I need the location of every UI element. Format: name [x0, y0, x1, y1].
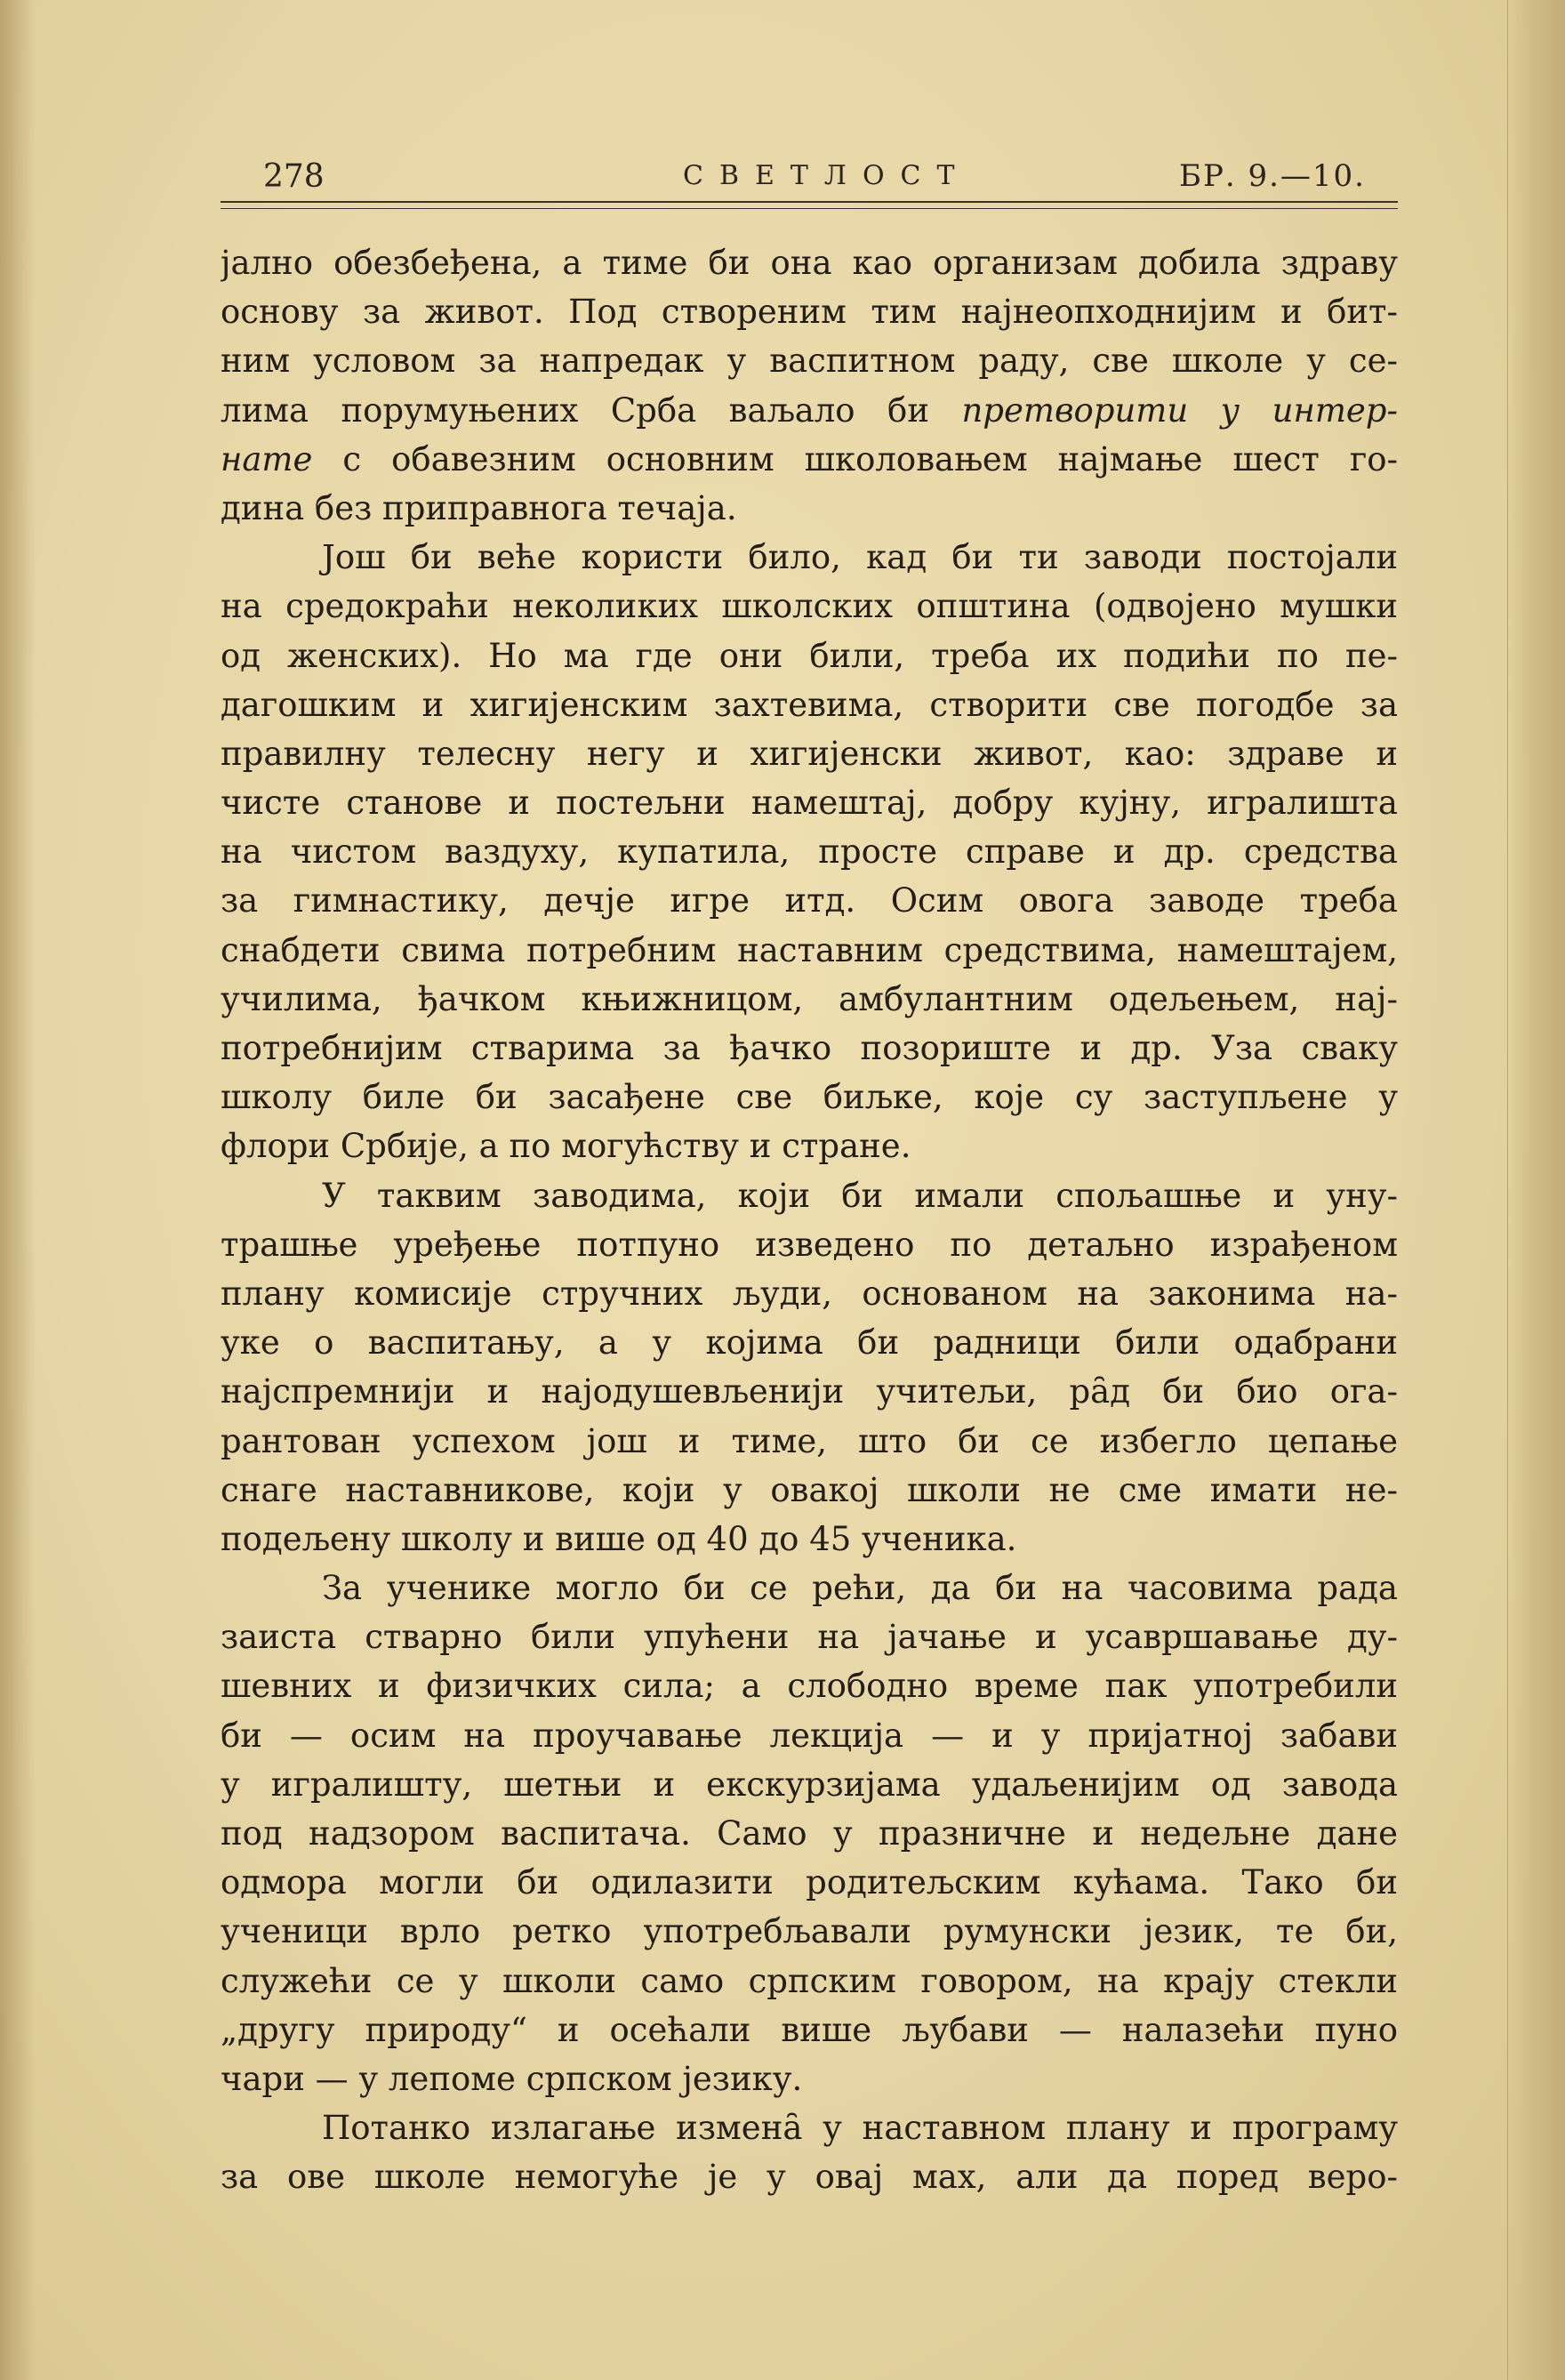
text-line: плану комисије стручних људи, основаном на законима на-: [221, 1274, 1398, 1313]
header-rule-thick: [221, 201, 1398, 203]
text-line: [221, 386, 1398, 435]
text-line: правилну телесну негу и хигијенски живот, као: здраве и: [221, 734, 1398, 773]
text-line: служећи се у школи само српским говором, на крају стекли: [221, 1961, 1398, 2000]
text-line: ученици врло ретко употребљавали румунски језик, те би,: [221, 1912, 1398, 1951]
text-line: ним условом за напредак у васпитном раду, све школе у се-: [221, 342, 1398, 381]
text-line: чисте станове и постељни намештај, добру кујну, игралишта: [221, 784, 1398, 823]
text-segment: с обавезним основним школовањем најмање шест го-: [342, 439, 1398, 478]
paragraph-start-line: Потанко излагање измена̑ у наставном плану и програму: [322, 2109, 1398, 2148]
running-title: СВЕТЛОСТ: [683, 160, 971, 191]
text-line: најспремнији и најодушевљенији учитељи, ра̑д би био ога-: [221, 1372, 1398, 1411]
text-line: дагошким и хигијенским захтевима, створити све погодбе за: [221, 685, 1398, 724]
text-line: [221, 435, 1398, 484]
text-line: школу биле би засађене све биљке, које су заступљене у: [221, 1078, 1398, 1117]
text-segment: лима порумуњених Срба ваљало би: [221, 390, 929, 430]
text-line: снабдети свима потребним наставним средствима, намештајем,: [221, 930, 1398, 969]
text-line: училима, ђачком књижницом, амбулантним одељењем, нај-: [221, 979, 1398, 1018]
text-line: под надзором васпитача. Само у празничне и недељне дане: [221, 1814, 1398, 1853]
text-line: заиста стварно били упућени на јачање и усавршавање ду-: [221, 1618, 1398, 1657]
paragraph-start-line: Још би веће користи било, кад би ти заводи постојали: [322, 538, 1398, 577]
paragraph-start-line: За ученике могло би се рећи, да би на часовима рада: [322, 1569, 1398, 1608]
text-line: „другу природу“ и осећали више љубави — налазећи пуно: [221, 2010, 1398, 2049]
text-line: снаге наставникове, који у овакој школи не сме имати не-: [221, 1470, 1398, 1509]
text-line: у игралишту, шетњи и екскурзијама удаљенијим од завода: [221, 1765, 1398, 1804]
text-line: шевних и физичких сила; а слободно време пак употребили: [221, 1667, 1398, 1706]
text-line: трашње уређење потпуно изведено по детаљно израђеном: [221, 1225, 1398, 1264]
text-line: јално обезбеђена, а тиме би она као организам добила здраву: [221, 244, 1398, 282]
paragraph-end-line: чари — у лепоме српском језику.: [221, 2059, 803, 2098]
text-line: рантован успехом још и тиме, што би се избегло цепање: [221, 1421, 1398, 1460]
text-line: одмора могли би одилазити родитељским кућама. Тако би: [221, 1863, 1398, 1902]
page-number: 278: [263, 158, 325, 195]
issue-number: БР. 9.—10.: [1179, 158, 1366, 194]
text-line: основу за живот. Под створеним тим најнеопходнијим и бит-: [221, 293, 1398, 332]
text-line: на чистом ваздуху, купатила, просте справе и др. средства: [221, 832, 1398, 872]
paragraph-end-line: дина без приправнога течаја.: [221, 488, 737, 527]
text-line: за гимнастику, дечје игре итд. Осим овога заводе треба: [221, 881, 1398, 921]
page-edge: [1507, 0, 1565, 2380]
header-rule-thin: [221, 208, 1398, 209]
paragraph-end-line: флори Србије, а по могућству и стране.: [221, 1127, 911, 1166]
body-text: [221, 238, 1398, 2202]
paragraph-start-line: У таквим заводима, који би имали спољашње и уну-: [322, 1176, 1398, 1215]
paragraph-end-line: подељену школу и више од 40 до 45 ученика.: [221, 1519, 1017, 1558]
text-line: од женских). Но ма где они били, треба их подићи по пе-: [221, 636, 1398, 675]
text-line: уке о васпитању, а у којима би радници били одабрани: [221, 1323, 1398, 1363]
text-line: на средокраћи неколиких школских општина (одвојено мушки: [221, 587, 1398, 626]
page-spine-shadow: [0, 0, 36, 2380]
running-header: [221, 151, 1398, 205]
text-line: потребнијим стварима за ђачко позориште и др. Уза сваку: [221, 1029, 1398, 1067]
text-line: би — осим на проучавање лекција — и у пријатној забави: [221, 1716, 1398, 1755]
emphasis-text: претворити у интер-: [961, 390, 1398, 430]
text-line: за ове школе немогуће је у овај мах, али да поред веро-: [221, 2158, 1398, 2197]
emphasis-text: нате: [221, 439, 313, 478]
